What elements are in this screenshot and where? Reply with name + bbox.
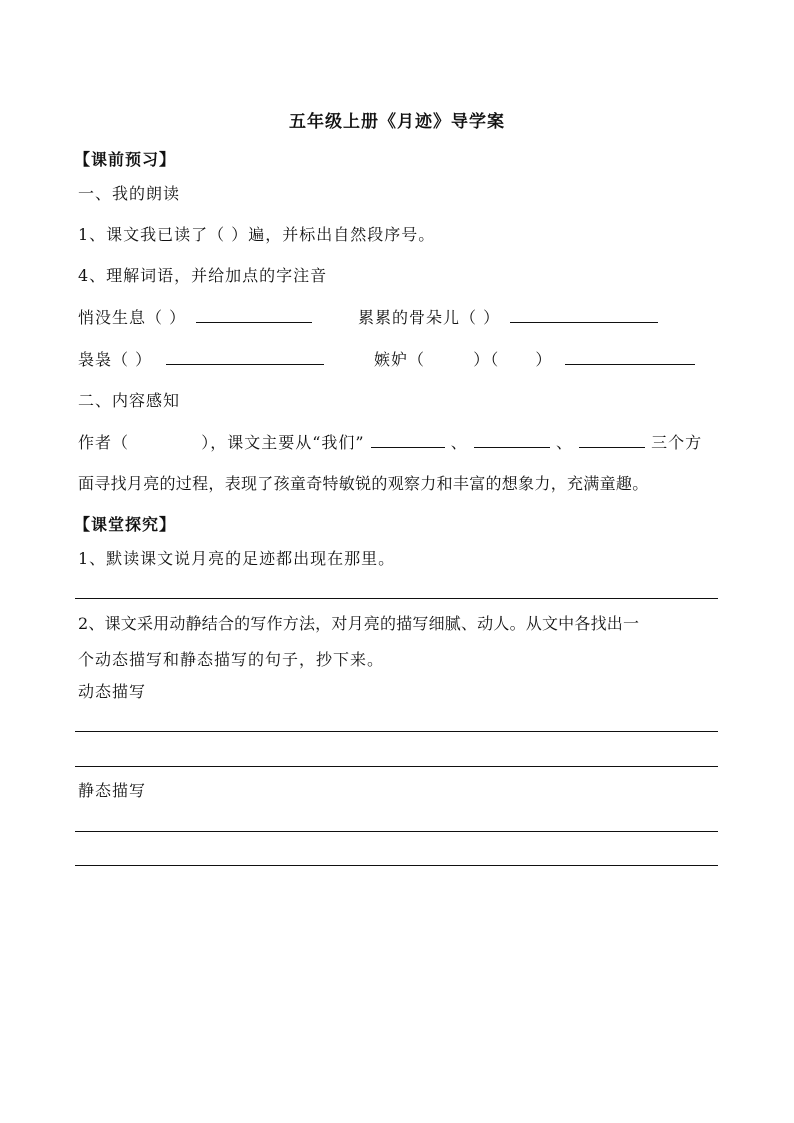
content-sep-1: 、: [450, 433, 468, 452]
content-main-text: ），课文主要从“我们”: [201, 433, 365, 452]
vocab-blank-4[interactable]: [565, 350, 695, 365]
answer-line-static-1[interactable]: [75, 831, 718, 832]
vocab-row-1b: [358, 308, 658, 328]
content-blank-3[interactable]: [579, 433, 645, 448]
answer-line-q1[interactable]: [75, 598, 718, 599]
static-description-label: 静态描写: [78, 781, 147, 800]
dynamic-description-label: 动态描写: [78, 682, 147, 701]
vocab-blank-2[interactable]: [510, 308, 658, 323]
content-line-2: 面寻找月亮的过程，表现了孩童奇特敏锐的观察力和丰富的想象力，充满童趣。: [78, 474, 649, 493]
section-preview-heading: 【课前预习】: [74, 150, 177, 169]
explore-question-2-line1: 2、课文采用动静结合的写作方法，对月亮的描写细腻、动人。从文中各找出一: [78, 614, 640, 633]
vocab-row-2: [78, 350, 324, 370]
section-explore-heading: 【课堂探究】: [74, 515, 177, 534]
vocab-blank-3[interactable]: [166, 350, 324, 365]
explore-question-2-line2: 个动态描写和静态描写的句子，抄下来。: [78, 650, 385, 669]
content-blank-1[interactable]: [371, 433, 445, 448]
vocab-row-1: [78, 308, 312, 328]
answer-line-dynamic-1[interactable]: [75, 731, 718, 732]
answer-line-dynamic-2[interactable]: [75, 766, 718, 767]
answer-line-static-2[interactable]: [75, 865, 718, 866]
content-tail: 三个方: [651, 433, 703, 452]
content-blank-2[interactable]: [474, 433, 550, 448]
explore-question-1: 1、默读课文说月亮的足迹都出现在那里。: [78, 549, 396, 568]
vocab-word-4c: ）: [535, 350, 553, 369]
page-title: 五年级上册《月迹》导学案: [289, 112, 505, 132]
vocab-word-3: 袅袅（ ）: [78, 350, 153, 369]
vocab-word-1: 悄没生息（ ）: [78, 308, 187, 327]
content-sep-2: 、: [555, 433, 573, 452]
vocab-word-4b: ）（: [473, 350, 500, 369]
vocab-word-4a: 嫉妒（: [374, 350, 426, 369]
vocab-word-2: 累累的骨朵儿（ ）: [358, 308, 501, 327]
content-author-label: 作者（: [78, 433, 130, 452]
part2-heading: 二、内容感知: [78, 391, 181, 410]
part1-heading: 一、我的朗读: [78, 184, 181, 203]
question-1: 1、课文我已读了（ ）遍，并标出自然段序号。: [78, 225, 436, 244]
question-4: 4、理解词语，并给加点的字注音: [78, 266, 328, 285]
content-line-1: [78, 433, 702, 453]
vocab-blank-1[interactable]: [196, 308, 312, 323]
vocab-row-2b: [374, 350, 695, 370]
